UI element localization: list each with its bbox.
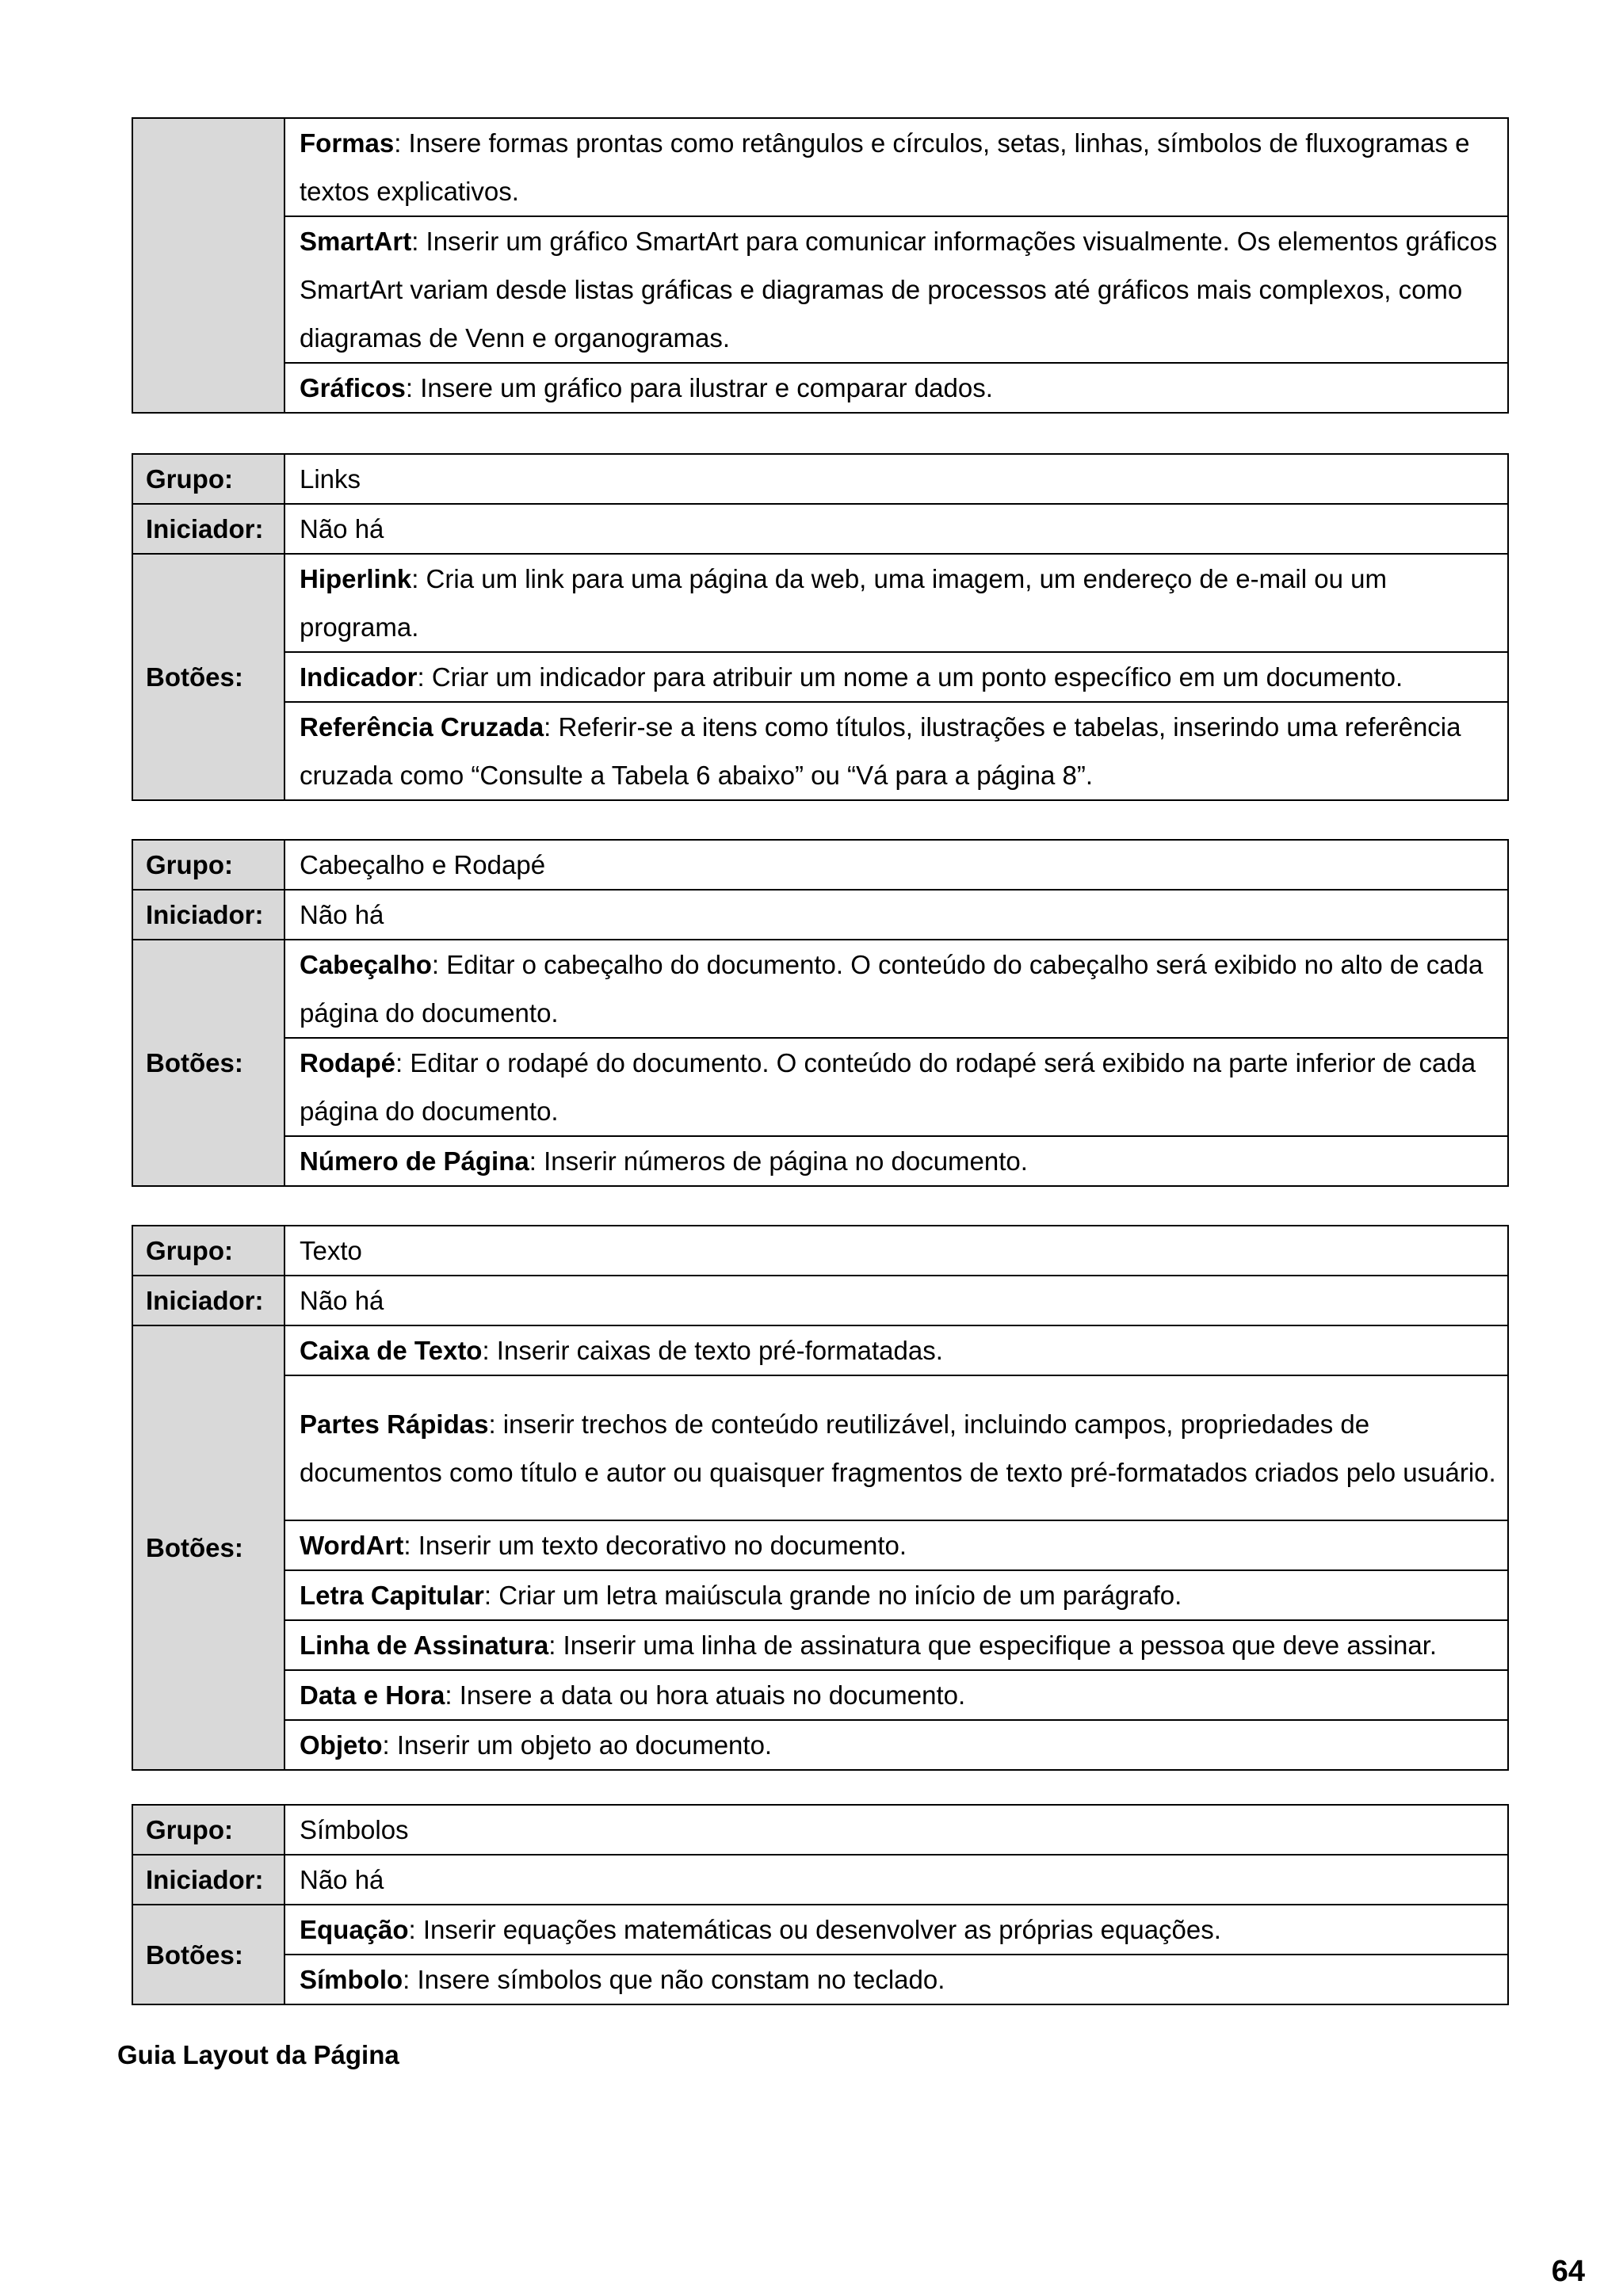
button-name: Data e Hora [300,1680,445,1710]
table-cabecalho-rodape [132,839,1509,1187]
grupo-label: Grupo: [132,1805,285,1855]
button-description: : Criar um letra maiúscula grande no início de um parágrafo. [483,1581,1182,1610]
button-description: : Insere símbolos que não constam no teclado. [403,1965,945,1994]
botoes-label: Botões: [132,1325,285,1770]
button-row [285,1520,1508,1570]
page-number: 64 [1551,2255,1585,2288]
button-description: : Inserir um objeto ao documento. [382,1730,773,1760]
button-name: Formas [300,128,395,158]
button-row [285,702,1508,800]
button-row [285,1570,1508,1620]
button-description: : Inserir um texto decorativo no documento. [403,1531,907,1560]
grupo-value: Símbolos [285,1805,1508,1855]
botoes-label: Botões: [132,1905,285,2004]
button-row [285,118,1508,216]
button-name: Equação [300,1915,409,1944]
button-name: Caixa de Texto [300,1336,483,1365]
button-description: : Inserir equações matemáticas ou desenvolver as próprias equações. [408,1915,1221,1944]
button-row [285,1136,1508,1186]
button-description: : Inserir uma linha de assinatura que especifique a pessoa que deve assinar. [548,1630,1438,1660]
button-row [285,554,1508,652]
button-description: : Editar o cabeçalho do documento. O conteúdo do cabeçalho será exibido no alto de cada página do documento. [300,950,1484,1028]
button-name: Símbolo [300,1965,403,1994]
grupo-label: Grupo: [132,840,285,890]
botoes-label-cell [132,118,285,413]
grupo-value: Links [285,454,1508,504]
button-name: Rodapé [300,1048,396,1077]
button-row [285,1720,1508,1770]
button-description: : Cria um link para uma página da web, uma imagem, um endereço de e-mail ou um programa. [300,564,1387,642]
grupo-value: Texto [285,1226,1508,1276]
button-row [285,1325,1508,1375]
iniciador-value: Não há [285,890,1508,940]
button-row [285,1375,1508,1520]
button-name: Referência Cruzada [300,712,544,742]
button-description: : Inserir caixas de texto pré-formatadas. [482,1336,943,1365]
button-description: : Criar um indicador para atribuir um nome a um ponto específico em um documento. [417,662,1403,692]
botoes-label: Botões: [132,940,285,1186]
button-row [285,363,1508,413]
button-row [285,940,1508,1038]
table-simbolos [132,1804,1509,2005]
iniciador-label: Iniciador: [132,1276,285,1325]
button-row [285,1955,1508,2004]
iniciador-label: Iniciador: [132,890,285,940]
button-row [285,1670,1508,1720]
iniciador-label: Iniciador: [132,504,285,554]
button-name: Indicador [300,662,418,692]
button-name: Letra Capitular [300,1581,484,1610]
table-ilustracoes-continuation [132,117,1509,414]
iniciador-value: Não há [285,1855,1508,1905]
button-row [285,216,1508,363]
grupo-value: Cabeçalho e Rodapé [285,840,1508,890]
button-name: Hiperlink [300,564,412,593]
iniciador-label: Iniciador: [132,1855,285,1905]
button-name: Partes Rápidas [300,1409,489,1439]
button-description: : inserir trechos de conteúdo reutilizável, incluindo campos, propriedades de documentos como título e autor ou quaisquer fragmentos de texto pré-formatados criados pelo usuário. [300,1409,1496,1487]
iniciador-value: Não há [285,1276,1508,1325]
button-name: WordArt [300,1531,404,1560]
table-links [132,453,1509,801]
button-row [285,1620,1508,1670]
button-description: : Insere um gráfico para ilustrar e comparar dados. [405,373,993,402]
button-row [285,1038,1508,1136]
section-heading: Guia Layout da Página [117,2040,399,2069]
button-name: Linha de Assinatura [300,1630,549,1660]
table-texto [132,1225,1509,1771]
button-name: Número de Página [300,1146,529,1176]
iniciador-value: Não há [285,504,1508,554]
button-name: SmartArt [300,227,412,256]
botoes-label: Botões: [132,554,285,800]
button-description: : Insere a data ou hora atuais no documento. [445,1680,966,1710]
button-description: : Inserir números de página no documento. [529,1146,1028,1176]
grupo-label: Grupo: [132,454,285,504]
button-description: : Insere formas prontas como retângulos e círculos, setas, linhas, símbolos de fluxogramas e textos explicativos. [300,128,1470,206]
button-name: Objeto [300,1730,383,1760]
button-row [285,1905,1508,1955]
button-description: : Inserir um gráfico SmartArt para comunicar informações visualmente. Os elementos gráficos SmartArt variam desde listas gráficas e diagramas de processos até gráficos mais complexos, como diagramas de Venn e organogramas. [300,227,1498,353]
button-name: Cabeçalho [300,950,432,979]
button-row [285,652,1508,702]
button-name: Gráficos [300,373,406,402]
grupo-label: Grupo: [132,1226,285,1276]
button-description: : Referir-se a itens como títulos, ilustrações e tabelas, inserindo uma referência cruzada como “Consulte a Tabela 6 abaixo” ou “Vá para a página 8”. [300,712,1461,790]
button-description: : Editar o rodapé do documento. O conteúdo do rodapé será exibido na parte inferior de cada página do documento. [300,1048,1476,1126]
